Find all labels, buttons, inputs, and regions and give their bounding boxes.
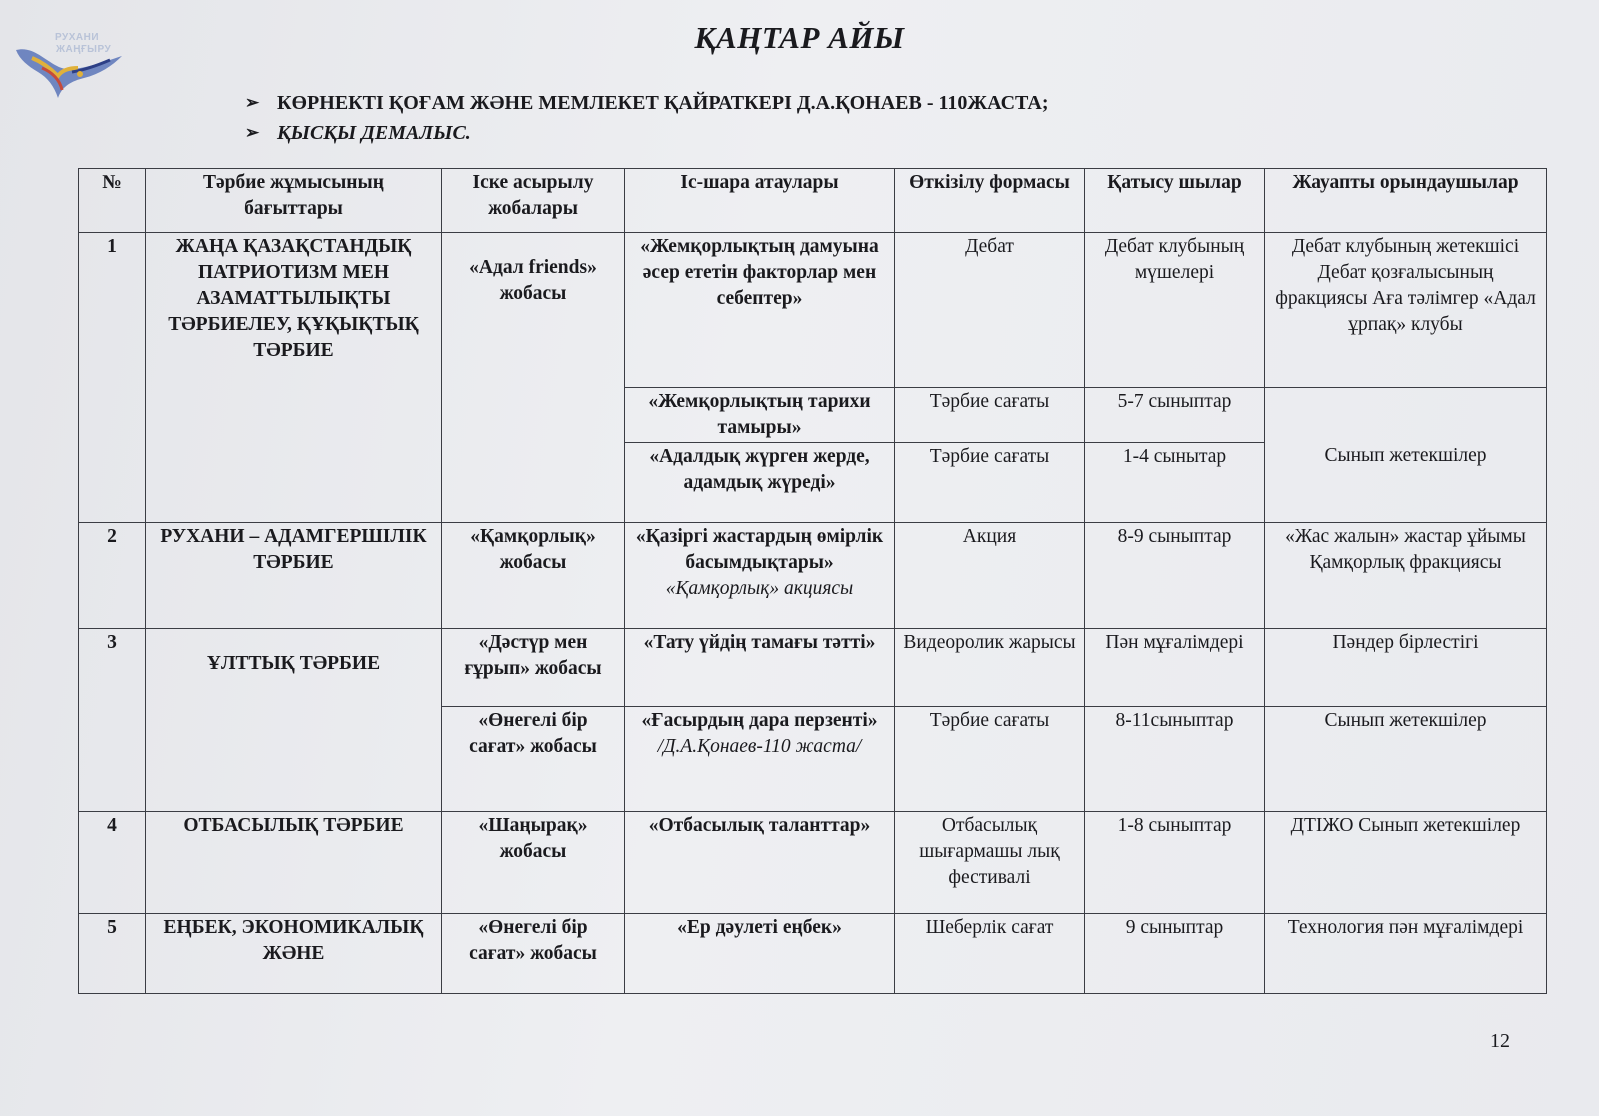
table-row xyxy=(79,629,1547,707)
row-number: 1 xyxy=(79,233,146,523)
direction-cell: РУХАНИ – АДАМГЕРШІЛІК ТӘРБИЕ xyxy=(146,523,442,629)
header-participants: Қатысу шылар xyxy=(1085,169,1265,233)
participants-cell: 8-9 сыныптар xyxy=(1085,523,1265,629)
row-number: 4 xyxy=(79,812,146,914)
bullet-text: КӨРНЕКТІ ҚОҒАМ ЖӘНЕ МЕМЛЕКЕТ ҚАЙРАТКЕРІ Д.А.ҚОНАЕВ - 110ЖАСТА; xyxy=(277,92,1049,114)
table-header-row xyxy=(79,169,1547,233)
header-project: Іске асырылу жобалары xyxy=(442,169,625,233)
form-cell: Тәрбие сағаты xyxy=(895,443,1085,523)
responsible-cell: Дебат клубының жетекшісі Дебат қозғалысының фракциясы Аға тәлімгер «Адал ұрпақ» клубы xyxy=(1265,233,1547,388)
project-cell: «Қамқорлық» жобасы xyxy=(442,523,625,629)
event-cell: «Жемқорлықтың дамуына әсер ететін факторлар мен себептер» xyxy=(625,233,895,388)
project-cell: «Шаңырақ» жобасы xyxy=(442,812,625,914)
direction-cell: ОТБАСЫЛЫҚ ТӘРБИЕ xyxy=(146,812,442,914)
form-cell: Тәрбие сағаты xyxy=(895,707,1085,812)
participants-cell: Дебат клубының мүшелері xyxy=(1085,233,1265,388)
direction-cell: ЖАҢА ҚАЗАҚСТАНДЫҚ ПАТРИОТИЗМ МЕН АЗАМАТТЫЛЫҚТЫ ТӘРБИЕЛЕУ, ҚҰҚЫҚТЫҚ ТӘРБИЕ xyxy=(146,233,442,523)
participants-cell: 1-4 сынытар xyxy=(1085,443,1265,523)
responsible-cell: ДТІЖО Сынып жетекшілер xyxy=(1265,812,1547,914)
event-note: /Д.А.Қонаев-110 жаста/ xyxy=(657,736,862,757)
header-direction: Тәрбие жұмысының бағыттары xyxy=(146,169,442,233)
bullet-item xyxy=(245,88,1049,118)
bullet-item xyxy=(245,118,1049,148)
event-title: «Ғасырдың дара перзенті» xyxy=(641,710,878,731)
header-responsible: Жауапты орындаушылар xyxy=(1265,169,1547,233)
responsible-cell: Сынып жетекшілер xyxy=(1265,707,1547,812)
header-num: № xyxy=(79,169,146,233)
event-cell: «Ер дәулеті еңбек» xyxy=(625,914,895,994)
table-row xyxy=(79,233,1547,388)
logo-text-line1: РУХАНИ xyxy=(55,32,100,43)
project-cell: «Өнегелі бір сағат» жобасы xyxy=(442,914,625,994)
event-cell xyxy=(625,523,895,629)
project-cell: «Дәстүр мен ғұрып» жобасы xyxy=(442,629,625,707)
participants-cell: 9 сыныптар xyxy=(1085,914,1265,994)
participants-cell: 1-8 сыныптар xyxy=(1085,812,1265,914)
event-note: «Қамқорлық» акциясы xyxy=(665,578,854,599)
table-row xyxy=(79,914,1547,994)
project-cell: «Адал friends» жобасы xyxy=(442,233,625,523)
form-cell: Шеберлік сағат xyxy=(895,914,1085,994)
arrow-bullet-icon: ➢ xyxy=(245,93,260,112)
event-cell: «Адалдық жүрген жерде, адамдық жүреді» xyxy=(625,443,895,523)
event-cell: «Жемқорлықтың тарихи тамыры» xyxy=(625,388,895,443)
participants-cell: Пән мұғалімдері xyxy=(1085,629,1265,707)
participants-cell: 5-7 сыныптар xyxy=(1085,388,1265,443)
form-cell: Тәрбие сағаты xyxy=(895,388,1085,443)
responsible-cell: Технология пән мұғалімдері xyxy=(1265,914,1547,994)
page-title: ҚАҢТАР АЙЫ xyxy=(694,20,905,55)
bullet-text: ҚЫСҚЫ ДЕМАЛЫС. xyxy=(277,122,471,144)
table-row xyxy=(79,523,1547,629)
direction-cell: ҰЛТТЫҚ ТӘРБИЕ xyxy=(146,629,442,812)
responsible-cell: Сынып жетекшілер xyxy=(1265,388,1547,523)
form-cell: Отбасылық шығармашы лық фестивалі xyxy=(895,812,1085,914)
form-cell: Акция xyxy=(895,523,1085,629)
form-cell: Видеоролик жарысы xyxy=(895,629,1085,707)
page-number: 12 xyxy=(1490,1030,1510,1052)
arrow-bullet-icon: ➢ xyxy=(245,123,260,142)
row-number: 2 xyxy=(79,523,146,629)
responsible-cell: Пәндер бірлестігі xyxy=(1265,629,1547,707)
header-event: Іс-шара атаулары xyxy=(625,169,895,233)
event-cell: «Отбасылық таланттар» xyxy=(625,812,895,914)
event-title: «Қазіргі жастардың өмірлік басымдықтары» xyxy=(635,526,884,573)
row-number: 3 xyxy=(79,629,146,812)
participants-cell: 8-11сыныптар xyxy=(1085,707,1265,812)
event-bullets xyxy=(245,88,1049,148)
logo-text-line2: ЖАҢҒЫРУ xyxy=(56,44,112,55)
event-cell xyxy=(625,707,895,812)
education-plan-table xyxy=(78,168,1547,994)
direction-cell: ЕҢБЕК, ЭКОНОМИКАЛЫҚ ЖӘНЕ xyxy=(146,914,442,994)
row-number: 5 xyxy=(79,914,146,994)
table-row xyxy=(79,812,1547,914)
header-form: Өткізілу формасы xyxy=(895,169,1085,233)
form-cell: Дебат xyxy=(895,233,1085,388)
responsible-cell: «Жас жалын» жастар ұйымы Қамқорлық фракциясы xyxy=(1265,523,1547,629)
project-cell: «Өнегелі бір сағат» жобасы xyxy=(442,707,625,812)
event-cell: «Тату үйдің тамағы тәтті» xyxy=(625,629,895,707)
